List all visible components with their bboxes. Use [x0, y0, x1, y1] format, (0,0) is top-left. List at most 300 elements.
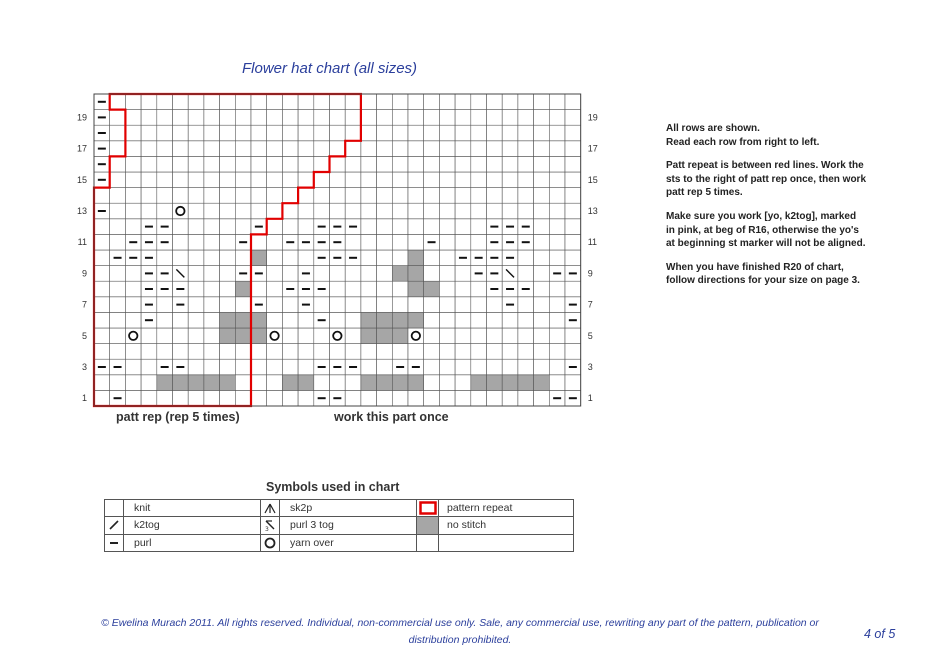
chart-cell	[502, 125, 518, 141]
chart-cell	[439, 375, 455, 391]
legend-empty-cell	[417, 534, 439, 551]
chart-cell	[204, 156, 220, 172]
note-repeat: Patt repeat is between red lines. Work the sts to the right of patt rep once, then work patt rep 5 times.	[666, 160, 867, 199]
chart-cell	[314, 203, 330, 219]
chart-cell	[455, 110, 471, 126]
chart-cell	[565, 375, 581, 391]
chart-cell	[487, 141, 503, 157]
chart-cell	[298, 188, 314, 204]
chart-cell	[549, 312, 565, 328]
chart-cell	[439, 110, 455, 126]
chart-cell	[125, 281, 141, 297]
chart-cell	[267, 234, 283, 250]
chart-cell	[565, 156, 581, 172]
chart-cell	[408, 375, 424, 391]
chart-cell	[424, 312, 440, 328]
chart-cell	[251, 141, 267, 157]
chart-cell	[377, 172, 393, 188]
legend-purl: purl	[124, 534, 261, 551]
chart-cell	[267, 312, 283, 328]
chart-cell	[330, 281, 346, 297]
chart-cell	[518, 266, 534, 282]
chart-cell	[408, 172, 424, 188]
chart-cell	[377, 125, 393, 141]
chart-cell	[157, 203, 173, 219]
legend-pattern-repeat: pattern repeat	[439, 500, 574, 517]
chart-cell	[408, 390, 424, 406]
chart-cell	[282, 266, 298, 282]
chart-cell	[204, 297, 220, 313]
chart-cell	[455, 156, 471, 172]
chart-cell	[267, 125, 283, 141]
chart-cell	[518, 297, 534, 313]
chart-cell	[502, 203, 518, 219]
chart-cell	[94, 390, 110, 406]
chart-cell	[487, 328, 503, 344]
chart-cell	[361, 125, 377, 141]
chart-cell	[487, 203, 503, 219]
chart-cell	[157, 188, 173, 204]
chart-cell	[157, 344, 173, 360]
chart-cell	[518, 375, 534, 391]
chart-cell	[235, 390, 251, 406]
chart-cell	[565, 344, 581, 360]
chart-cell	[534, 312, 550, 328]
chart-cell	[424, 344, 440, 360]
chart-cell	[408, 156, 424, 172]
chart-cell	[220, 219, 236, 235]
chart-cell	[220, 188, 236, 204]
chart-cell	[330, 375, 346, 391]
chart-cell	[377, 344, 393, 360]
chart-cell	[424, 281, 440, 297]
legend-k2tog: k2tog	[124, 517, 261, 534]
chart-cell	[471, 141, 487, 157]
chart-cell	[110, 125, 126, 141]
row-number-left: 13	[76, 206, 87, 216]
chart-cell	[361, 390, 377, 406]
chart-cell	[377, 94, 393, 110]
chart-cell	[188, 328, 204, 344]
chart-cell	[487, 312, 503, 328]
chart-cell	[534, 156, 550, 172]
chart-cell	[377, 375, 393, 391]
chart-cell	[518, 312, 534, 328]
chart-cell	[267, 375, 283, 391]
chart-cell	[424, 110, 440, 126]
chart-cell	[439, 250, 455, 266]
chart-cell	[518, 172, 534, 188]
chart-cell	[235, 328, 251, 344]
chart-cell	[251, 344, 267, 360]
chart-cell	[220, 172, 236, 188]
chart-cell	[487, 156, 503, 172]
chart-cell	[282, 94, 298, 110]
chart-cell	[251, 188, 267, 204]
chart-cell	[110, 219, 126, 235]
chart-cell	[298, 125, 314, 141]
chart-cell	[549, 156, 565, 172]
chart-cell	[235, 172, 251, 188]
chart-cell	[471, 312, 487, 328]
chart-cell	[141, 188, 157, 204]
chart-cell	[439, 141, 455, 157]
chart-cell	[392, 328, 408, 344]
chart-cell	[377, 281, 393, 297]
chart-cell	[157, 328, 173, 344]
chart-cell	[565, 219, 581, 235]
chart-cell	[502, 188, 518, 204]
chart-cell	[110, 110, 126, 126]
chart-cell	[298, 359, 314, 375]
chart-cell	[534, 281, 550, 297]
chart-cell	[282, 344, 298, 360]
chart-cell	[392, 234, 408, 250]
row-number-left: 17	[76, 143, 87, 154]
chart-cell	[251, 125, 267, 141]
chart-cell	[110, 156, 126, 172]
chart-cell	[298, 328, 314, 344]
chart-cell	[141, 110, 157, 126]
chart-cell	[141, 375, 157, 391]
chart-cell	[549, 281, 565, 297]
chart-cell	[534, 219, 550, 235]
chart-cell	[314, 375, 330, 391]
chart-cell	[204, 188, 220, 204]
chart-cell	[534, 297, 550, 313]
chart-cell	[345, 375, 361, 391]
chart-cell	[314, 188, 330, 204]
row-number-left: 7	[81, 299, 87, 310]
chart-cell	[424, 250, 440, 266]
chart-cell	[439, 344, 455, 360]
chart-cell	[549, 344, 565, 360]
chart-cell	[282, 375, 298, 391]
chart-cell	[534, 94, 550, 110]
chart-cell	[565, 188, 581, 204]
chart-cell	[141, 344, 157, 360]
chart-cell	[392, 390, 408, 406]
chart-cell	[471, 203, 487, 219]
chart-cell	[439, 172, 455, 188]
chart-cell	[361, 250, 377, 266]
chart-cell	[487, 375, 503, 391]
chart-cell	[314, 125, 330, 141]
chart-cell	[534, 188, 550, 204]
chart-cell	[204, 125, 220, 141]
chart-cell	[502, 359, 518, 375]
chart-cell	[534, 141, 550, 157]
chart-cell	[361, 94, 377, 110]
chart-cell	[235, 250, 251, 266]
chart-cell	[361, 141, 377, 157]
row-number-left: 3	[81, 362, 87, 372]
chart-cell	[267, 266, 283, 282]
chart-cell	[188, 172, 204, 188]
chart-cell	[439, 219, 455, 235]
chart-cell	[392, 375, 408, 391]
chart-cell	[408, 250, 424, 266]
legend-no-stitch: no stitch	[439, 517, 574, 534]
chart-cell	[298, 312, 314, 328]
chart-cell	[408, 328, 424, 344]
chart-cell	[408, 141, 424, 157]
chart-cell	[220, 328, 236, 344]
chart-title: Flower hat chart (all sizes)	[242, 60, 418, 77]
chart-cell	[549, 203, 565, 219]
chart-cell	[173, 250, 189, 266]
chart-cell	[330, 156, 346, 172]
chart-cell	[188, 156, 204, 172]
chart-cell	[235, 125, 251, 141]
chart-cell	[330, 188, 346, 204]
chart-cell	[392, 141, 408, 157]
chart-cell	[534, 375, 550, 391]
chart-cell	[345, 156, 361, 172]
chart-cell	[439, 359, 455, 375]
chart-cell	[125, 219, 141, 235]
chart-cell	[188, 390, 204, 406]
chart-cell	[157, 250, 173, 266]
chart-cell	[125, 359, 141, 375]
work-once-label: work this part once	[334, 410, 449, 424]
chart-cell	[267, 344, 283, 360]
chart-cell	[565, 281, 581, 297]
chart-cell	[141, 94, 157, 110]
chart-cell	[518, 344, 534, 360]
chart-cell	[471, 281, 487, 297]
chart-cell	[392, 94, 408, 110]
chart-cell	[282, 390, 298, 406]
no-stitch-swatch	[417, 517, 439, 534]
chart-cell	[565, 172, 581, 188]
chart-cell	[188, 297, 204, 313]
chart-cell	[94, 266, 110, 282]
chart-cell	[345, 110, 361, 126]
chart-cell	[534, 390, 550, 406]
row-number-right: 11	[587, 237, 598, 248]
chart-cell	[392, 266, 408, 282]
chart-cell	[392, 110, 408, 126]
chart-cell	[251, 172, 267, 188]
chart-cell	[424, 390, 440, 406]
chart-cell	[455, 94, 471, 110]
chart-cell	[235, 281, 251, 297]
chart-cell	[173, 94, 189, 110]
chart-cell	[314, 344, 330, 360]
chart-cell	[110, 328, 126, 344]
chart-cell	[534, 344, 550, 360]
chart-cell	[125, 172, 141, 188]
chart-cell	[141, 328, 157, 344]
row-number-right: 7	[587, 299, 593, 310]
chart-cell	[314, 156, 330, 172]
chart-cell	[518, 250, 534, 266]
row-number-right: 9	[587, 268, 593, 279]
chart-cell	[502, 172, 518, 188]
chart-cell	[361, 312, 377, 328]
chart-cell	[455, 141, 471, 157]
chart-cell	[125, 125, 141, 141]
chart-cell	[173, 188, 189, 204]
chart-cell	[377, 156, 393, 172]
chart-cell	[502, 375, 518, 391]
chart-cell	[235, 141, 251, 157]
chart-cell	[220, 390, 236, 406]
chart-cell	[251, 94, 267, 110]
chart-cell	[204, 94, 220, 110]
chart-cell	[267, 390, 283, 406]
chart-cell	[220, 312, 236, 328]
chart-cell	[235, 110, 251, 126]
chart-cell	[408, 281, 424, 297]
chart-cell	[487, 188, 503, 204]
note-rows: All rows are shown. Read each row from right to left.	[666, 123, 820, 148]
chart-cell	[345, 94, 361, 110]
chart-cell	[188, 203, 204, 219]
chart-cell	[220, 203, 236, 219]
legend-title: Symbols used in chart	[266, 480, 400, 494]
chart-cell	[314, 297, 330, 313]
chart-cell	[173, 219, 189, 235]
chart-cell	[282, 250, 298, 266]
chart-cell	[549, 94, 565, 110]
chart-cell	[345, 297, 361, 313]
chart-cell	[392, 250, 408, 266]
chart-cell	[141, 359, 157, 375]
chart-cell	[267, 188, 283, 204]
chart-cell	[330, 328, 346, 344]
chart-cell	[282, 359, 298, 375]
row-number-left: 19	[76, 112, 87, 123]
chart-cell	[565, 328, 581, 344]
chart-cell	[361, 172, 377, 188]
chart-cell	[220, 125, 236, 141]
chart-cell	[534, 359, 550, 375]
chart-cell	[518, 156, 534, 172]
legend-knit: knit	[124, 500, 261, 517]
chart-cell	[188, 234, 204, 250]
chart-cell	[173, 172, 189, 188]
chart-cell	[110, 141, 126, 157]
chart-cell	[110, 203, 126, 219]
chart-cell	[408, 297, 424, 313]
chart-cell	[377, 390, 393, 406]
chart-cell	[549, 125, 565, 141]
chart-cell	[392, 297, 408, 313]
chart-cell	[204, 234, 220, 250]
chart-cell	[267, 172, 283, 188]
chart-cell	[455, 328, 471, 344]
chart-cell	[471, 156, 487, 172]
chart-cell	[487, 172, 503, 188]
chart-cell	[282, 172, 298, 188]
chart-cell	[125, 141, 141, 157]
chart-cell	[439, 266, 455, 282]
chart-cell	[282, 110, 298, 126]
row-number-left: 5	[81, 330, 87, 341]
chart-cell	[549, 297, 565, 313]
chart-cell	[110, 281, 126, 297]
chart-cell	[361, 297, 377, 313]
chart-cell	[361, 281, 377, 297]
chart-cell	[455, 172, 471, 188]
chart-cell	[267, 328, 283, 344]
chart-cell	[377, 234, 393, 250]
chart-cell	[125, 375, 141, 391]
chart-cell	[267, 141, 283, 157]
chart-cell	[345, 234, 361, 250]
chart-cell	[392, 172, 408, 188]
chart-cell	[330, 297, 346, 313]
chart-cell	[94, 344, 110, 360]
chart-cell	[125, 328, 141, 344]
chart-cell	[565, 110, 581, 126]
chart-cell	[424, 297, 440, 313]
row-number-right: 3	[587, 362, 593, 372]
chart-cell	[471, 94, 487, 110]
chart-cell	[173, 390, 189, 406]
symbol-legend	[104, 499, 574, 552]
chart-cell	[408, 234, 424, 250]
chart-cell	[518, 141, 534, 157]
chart-cell	[282, 203, 298, 219]
chart-cell	[298, 110, 314, 126]
chart-cell	[204, 375, 220, 391]
chart-cell	[330, 266, 346, 282]
chart-cell	[282, 328, 298, 344]
chart-cell	[345, 312, 361, 328]
chart-cell	[424, 125, 440, 141]
chart-cell	[392, 344, 408, 360]
chart-cell	[487, 125, 503, 141]
chart-cell	[471, 125, 487, 141]
chart-cell	[408, 188, 424, 204]
chart-cell	[361, 266, 377, 282]
chart-cell	[487, 110, 503, 126]
row-number-left: 9	[81, 268, 87, 279]
chart-cell	[408, 125, 424, 141]
chart-cell	[518, 359, 534, 375]
chart-cell	[534, 328, 550, 344]
chart-cell	[251, 328, 267, 344]
chart-cell	[188, 219, 204, 235]
chart-cell	[534, 250, 550, 266]
chart-cell	[188, 94, 204, 110]
chart-cell	[173, 141, 189, 157]
chart-cell	[314, 94, 330, 110]
chart-cell	[565, 125, 581, 141]
chart-cell	[361, 344, 377, 360]
chart-cell	[455, 312, 471, 328]
chart-cell	[549, 110, 565, 126]
chart-cell	[220, 281, 236, 297]
chart-cell	[487, 359, 503, 375]
chart-cell	[330, 203, 346, 219]
chart-cell	[188, 266, 204, 282]
chart-cell	[455, 390, 471, 406]
chart-cell	[534, 110, 550, 126]
chart-cell	[439, 203, 455, 219]
chart-notes	[666, 122, 866, 298]
chart-cell	[314, 110, 330, 126]
chart-cell	[204, 266, 220, 282]
chart-cell	[345, 344, 361, 360]
chart-cell	[424, 375, 440, 391]
chart-cell	[502, 141, 518, 157]
chart-cell	[345, 172, 361, 188]
chart-cell	[408, 312, 424, 328]
